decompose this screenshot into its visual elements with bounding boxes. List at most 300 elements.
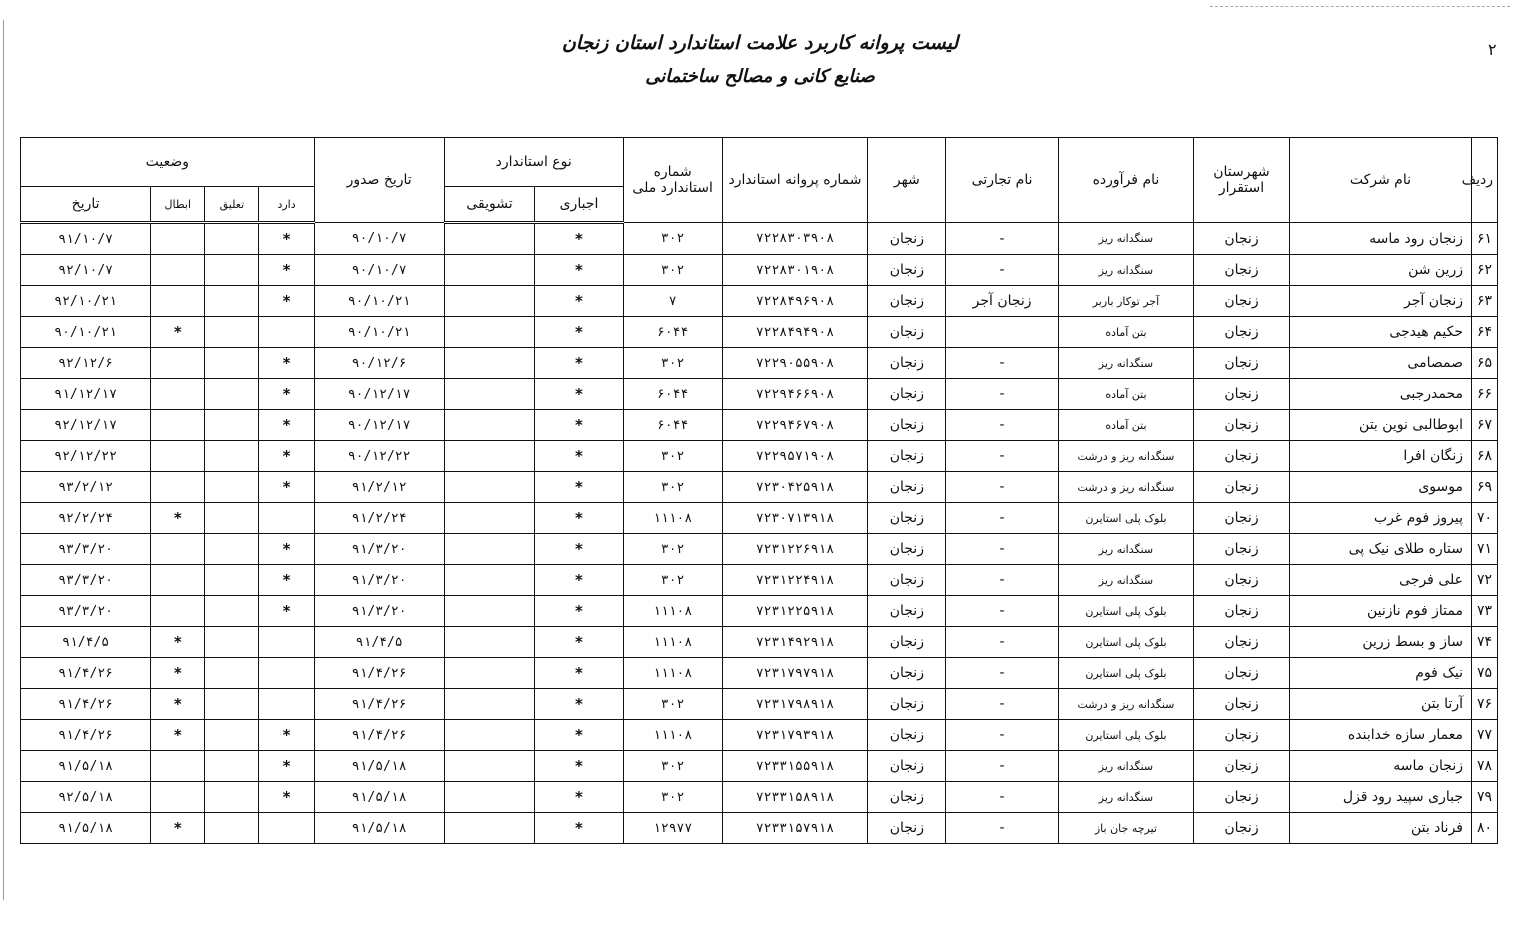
active-cell: * — [259, 534, 314, 565]
city-cell: زنجان — [868, 720, 946, 751]
row-number: ۷۲ — [1471, 565, 1497, 596]
company-cell: علی فرجی — [1289, 565, 1471, 596]
table-row — [21, 627, 1498, 658]
county-cell: زنجان — [1194, 782, 1290, 813]
status-date-cell: ۹۲/۱۲/۲۲ — [21, 441, 151, 472]
product-cell: سنگدانه ریز و درشت — [1058, 441, 1193, 472]
table-row — [21, 223, 1498, 255]
std-cell: ۳۰۲ — [623, 689, 722, 720]
brand-cell: - — [946, 720, 1058, 751]
issue-date-cell: ۹۱/۳/۲۰ — [314, 565, 444, 596]
std-cell: ۳۰۲ — [623, 348, 722, 379]
suspended-cell — [205, 348, 259, 379]
city-cell: زنجان — [868, 472, 946, 503]
row-number: ۶۸ — [1471, 441, 1497, 472]
std-cell: ۱۱۱۰۸ — [623, 596, 722, 627]
active-cell: * — [259, 255, 314, 286]
status-date-cell: ۹۱/۵/۱۸ — [21, 751, 151, 782]
city-cell: زنجان — [868, 534, 946, 565]
issue-date-cell: ۹۱/۲/۲۴ — [314, 503, 444, 534]
scan-top-line — [1210, 6, 1510, 7]
status-date-cell: ۹۲/۱۲/۶ — [21, 348, 151, 379]
status-date-cell: ۹۲/۱۰/۷ — [21, 255, 151, 286]
issue-date-cell: ۹۰/۱۲/۱۷ — [314, 379, 444, 410]
header-county: شهرستان استقرار — [1194, 138, 1290, 223]
revoked-cell — [151, 441, 205, 472]
std-cell: ۱۲۹۷۷ — [623, 813, 722, 844]
revoked-cell: * — [151, 658, 205, 689]
county-cell: زنجان — [1194, 503, 1290, 534]
active-cell — [259, 503, 314, 534]
license-cell: ۷۲۲۸۴۹۴۹۰۸ — [722, 317, 868, 348]
product-cell: سنگدانه ریز — [1058, 751, 1193, 782]
product-cell: سنگدانه ریز — [1058, 534, 1193, 565]
revoked-cell — [151, 286, 205, 317]
county-cell: زنجان — [1194, 223, 1290, 255]
product-cell: بلوک پلی استایرن — [1058, 503, 1193, 534]
license-cell: ۷۲۳۳۱۵۵۹۱۸ — [722, 751, 868, 782]
product-cell: بلوک پلی استایرن — [1058, 627, 1193, 658]
mandatory-cell: * — [535, 565, 623, 596]
table-row — [21, 658, 1498, 689]
issue-date-cell: ۹۱/۵/۱۸ — [314, 813, 444, 844]
active-cell: * — [259, 751, 314, 782]
header-mandatory: اجباری — [535, 187, 623, 223]
mandatory-cell: * — [535, 720, 623, 751]
license-cell: ۷۲۲۹۴۶۷۹۰۸ — [722, 410, 868, 441]
brand-cell: - — [946, 782, 1058, 813]
issue-date-cell: ۹۱/۵/۱۸ — [314, 751, 444, 782]
active-cell: * — [259, 348, 314, 379]
company-cell: موسوی — [1289, 472, 1471, 503]
revoked-cell — [151, 782, 205, 813]
scan-edge-line — [3, 20, 4, 900]
header-row-top — [21, 138, 1498, 187]
status-date-cell: ۹۰/۱۰/۲۱ — [21, 317, 151, 348]
header-status: وضعیت — [21, 138, 315, 187]
city-cell: زنجان — [868, 658, 946, 689]
suspended-cell — [205, 286, 259, 317]
std-cell: ۷ — [623, 286, 722, 317]
active-cell: * — [259, 565, 314, 596]
status-date-cell: ۹۱/۱۰/۷ — [21, 223, 151, 255]
table-row — [21, 503, 1498, 534]
row-number: ۶۹ — [1471, 472, 1497, 503]
license-cell: ۷۲۳۱۲۲۵۹۱۸ — [722, 596, 868, 627]
issue-date-cell: ۹۱/۴/۵ — [314, 627, 444, 658]
mandatory-cell: * — [535, 379, 623, 410]
issue-date-cell: ۹۰/۱۰/۲۱ — [314, 317, 444, 348]
brand-cell: - — [946, 223, 1058, 255]
table-row — [21, 255, 1498, 286]
product-cell: سنگدانه ریز — [1058, 782, 1193, 813]
row-number: ۷۹ — [1471, 782, 1497, 813]
company-cell: جباری سپید رود قزل — [1289, 782, 1471, 813]
row-number: ۶۲ — [1471, 255, 1497, 286]
license-cell: ۷۲۳۳۱۵۸۹۱۸ — [722, 782, 868, 813]
mandatory-cell: * — [535, 782, 623, 813]
revoked-cell — [151, 379, 205, 410]
suspended-cell — [205, 255, 259, 286]
issue-date-cell: ۹۰/۱۲/۱۷ — [314, 410, 444, 441]
voluntary-cell — [444, 379, 535, 410]
product-cell: سنگدانه ریز — [1058, 565, 1193, 596]
product-cell: سنگدانه ریز — [1058, 255, 1193, 286]
company-cell: ممتاز فوم نازنین — [1289, 596, 1471, 627]
active-cell — [259, 627, 314, 658]
std-cell: ۱۱۱۰۸ — [623, 720, 722, 751]
revoked-cell: * — [151, 627, 205, 658]
mandatory-cell: * — [535, 348, 623, 379]
status-date-cell: ۹۳/۳/۲۰ — [21, 596, 151, 627]
row-number: ۷۱ — [1471, 534, 1497, 565]
product-cell: بتن آماده — [1058, 317, 1193, 348]
table-row — [21, 720, 1498, 751]
brand-cell: - — [946, 534, 1058, 565]
license-cell: ۷۲۲۸۳۰۳۹۰۸ — [722, 223, 868, 255]
revoked-cell — [151, 565, 205, 596]
issue-date-cell: ۹۱/۳/۲۰ — [314, 596, 444, 627]
license-cell: ۷۲۳۱۲۲۴۹۱۸ — [722, 565, 868, 596]
license-cell: ۷۲۲۹۰۵۵۹۰۸ — [722, 348, 868, 379]
mandatory-cell: * — [535, 751, 623, 782]
header-product: نام فرآورده — [1058, 138, 1193, 223]
brand-cell: زنجان آجر — [946, 286, 1058, 317]
status-date-cell: ۹۳/۲/۱۲ — [21, 472, 151, 503]
row-number: ۶۵ — [1471, 348, 1497, 379]
table-row — [21, 813, 1498, 844]
table-row — [21, 410, 1498, 441]
revoked-cell — [151, 534, 205, 565]
voluntary-cell — [444, 782, 535, 813]
county-cell: زنجان — [1194, 255, 1290, 286]
county-cell: زنجان — [1194, 534, 1290, 565]
license-cell: ۷۲۳۱۲۲۶۹۱۸ — [722, 534, 868, 565]
header-revoked: ابطال — [151, 187, 205, 223]
company-cell: زنجان ماسه — [1289, 751, 1471, 782]
header-license-no: شماره پروانه استاندارد — [722, 138, 868, 223]
header-active: دارد — [259, 187, 314, 223]
voluntary-cell — [444, 813, 535, 844]
voluntary-cell — [444, 627, 535, 658]
license-cell: ۷۲۲۹۴۶۶۹۰۸ — [722, 379, 868, 410]
company-cell: ستاره طلای نیک پی — [1289, 534, 1471, 565]
brand-cell: - — [946, 596, 1058, 627]
voluntary-cell — [444, 751, 535, 782]
license-cell: ۷۲۳۱۷۹۳۹۱۸ — [722, 720, 868, 751]
std-cell: ۱۱۱۰۸ — [623, 627, 722, 658]
voluntary-cell — [444, 689, 535, 720]
voluntary-cell — [444, 317, 535, 348]
product-cell: آجر توکار باربر — [1058, 286, 1193, 317]
revoked-cell: * — [151, 503, 205, 534]
mandatory-cell: * — [535, 410, 623, 441]
company-cell: پیروز فوم غرب — [1289, 503, 1471, 534]
table-row — [21, 441, 1498, 472]
suspended-cell — [205, 534, 259, 565]
brand-cell: - — [946, 565, 1058, 596]
city-cell: زنجان — [868, 503, 946, 534]
product-cell: بلوک پلی استایرن — [1058, 596, 1193, 627]
revoked-cell: * — [151, 813, 205, 844]
table-row — [21, 689, 1498, 720]
city-cell: زنجان — [868, 223, 946, 255]
active-cell — [259, 813, 314, 844]
suspended-cell — [205, 565, 259, 596]
suspended-cell — [205, 782, 259, 813]
county-cell: زنجان — [1194, 627, 1290, 658]
active-cell: * — [259, 223, 314, 255]
mandatory-cell: * — [535, 627, 623, 658]
suspended-cell — [205, 689, 259, 720]
voluntary-cell — [444, 503, 535, 534]
mandatory-cell: * — [535, 658, 623, 689]
table-body — [21, 223, 1498, 844]
page-subtitle: صنایع کانی و مصالح ساختمانی — [645, 66, 875, 87]
issue-date-cell: ۹۰/۱۰/۷ — [314, 255, 444, 286]
mandatory-cell: * — [535, 689, 623, 720]
mandatory-cell: * — [535, 596, 623, 627]
product-cell: بتن آماده — [1058, 379, 1193, 410]
active-cell — [259, 689, 314, 720]
title-block — [400, 32, 1120, 87]
status-date-cell: ۹۱/۴/۲۶ — [21, 720, 151, 751]
company-cell: ساز و بسط زرین — [1289, 627, 1471, 658]
active-cell: * — [259, 720, 314, 751]
product-cell: بتن آماده — [1058, 410, 1193, 441]
mandatory-cell: * — [535, 503, 623, 534]
revoked-cell: * — [151, 720, 205, 751]
mandatory-cell: * — [535, 317, 623, 348]
header-issue-date: تاریخ صدور — [314, 138, 444, 223]
voluntary-cell — [444, 720, 535, 751]
city-cell: زنجان — [868, 596, 946, 627]
city-cell: زنجان — [868, 751, 946, 782]
issue-date-cell: ۹۱/۴/۲۶ — [314, 720, 444, 751]
header-row-no: ردیف — [1471, 138, 1497, 223]
brand-cell: - — [946, 410, 1058, 441]
status-date-cell: ۹۳/۳/۲۰ — [21, 565, 151, 596]
header-brand: نام تجارتی — [946, 138, 1058, 223]
suspended-cell — [205, 441, 259, 472]
county-cell: زنجان — [1194, 751, 1290, 782]
company-cell: فرناد بتن — [1289, 813, 1471, 844]
brand-cell: - — [946, 472, 1058, 503]
std-cell: ۶۰۴۴ — [623, 410, 722, 441]
voluntary-cell — [444, 286, 535, 317]
std-cell: ۱۱۱۰۸ — [623, 503, 722, 534]
row-number: ۷۵ — [1471, 658, 1497, 689]
suspended-cell — [205, 379, 259, 410]
company-cell: آرتا بتن — [1289, 689, 1471, 720]
license-cell: ۷۲۳۰۴۲۵۹۱۸ — [722, 472, 868, 503]
status-date-cell: ۹۱/۴/۲۶ — [21, 658, 151, 689]
brand-cell: - — [946, 503, 1058, 534]
brand-cell: - — [946, 751, 1058, 782]
row-number: ۷۳ — [1471, 596, 1497, 627]
std-cell: ۳۰۲ — [623, 534, 722, 565]
revoked-cell — [151, 596, 205, 627]
header-date: تاریخ — [21, 187, 151, 223]
table-row — [21, 472, 1498, 503]
company-cell: معمار سازه خدابنده — [1289, 720, 1471, 751]
county-cell: زنجان — [1194, 813, 1290, 844]
brand-cell — [946, 317, 1058, 348]
table-row — [21, 565, 1498, 596]
std-cell: ۶۰۴۴ — [623, 317, 722, 348]
revoked-cell — [151, 223, 205, 255]
brand-cell: - — [946, 348, 1058, 379]
product-cell: تیرچه جان باز — [1058, 813, 1193, 844]
license-table — [20, 137, 1498, 844]
county-cell: زنجان — [1194, 472, 1290, 503]
issue-date-cell: ۹۰/۱۲/۲۲ — [314, 441, 444, 472]
product-cell: سنگدانه ریز و درشت — [1058, 689, 1193, 720]
city-cell: زنجان — [868, 565, 946, 596]
city-cell: زنجان — [868, 348, 946, 379]
row-number: ۶۷ — [1471, 410, 1497, 441]
city-cell: زنجان — [868, 255, 946, 286]
std-cell: ۱۱۱۰۸ — [623, 658, 722, 689]
product-cell: بلوک پلی استایرن — [1058, 658, 1193, 689]
active-cell: * — [259, 782, 314, 813]
header-company: نام شرکت — [1289, 138, 1471, 223]
voluntary-cell — [444, 348, 535, 379]
company-cell: محمدرجبی — [1289, 379, 1471, 410]
suspended-cell — [205, 627, 259, 658]
county-cell: زنجان — [1194, 565, 1290, 596]
license-cell: ۷۲۳۰۷۱۳۹۱۸ — [722, 503, 868, 534]
suspended-cell — [205, 720, 259, 751]
product-cell: سنگدانه ریز — [1058, 223, 1193, 255]
issue-date-cell: ۹۰/۱۰/۷ — [314, 223, 444, 255]
std-cell: ۳۰۲ — [623, 565, 722, 596]
active-cell: * — [259, 410, 314, 441]
page-number: ۲ — [1488, 40, 1497, 59]
mandatory-cell: * — [535, 255, 623, 286]
header-national-std: شماره استاندارد ملی — [623, 138, 722, 223]
active-cell: * — [259, 472, 314, 503]
active-cell: * — [259, 596, 314, 627]
voluntary-cell — [444, 658, 535, 689]
mandatory-cell: * — [535, 441, 623, 472]
voluntary-cell — [444, 565, 535, 596]
table-row — [21, 348, 1498, 379]
std-cell: ۳۰۲ — [623, 751, 722, 782]
row-number: ۷۰ — [1471, 503, 1497, 534]
std-cell: ۳۰۲ — [623, 472, 722, 503]
product-cell: سنگدانه ریز و درشت — [1058, 472, 1193, 503]
license-cell: ۷۲۳۱۷۹۷۹۱۸ — [722, 658, 868, 689]
status-date-cell: ۹۱/۱۲/۱۷ — [21, 379, 151, 410]
header-voluntary: تشویقی — [444, 187, 535, 223]
county-cell: زنجان — [1194, 720, 1290, 751]
brand-cell: - — [946, 627, 1058, 658]
row-number: ۷۶ — [1471, 689, 1497, 720]
table-row — [21, 534, 1498, 565]
county-cell: زنجان — [1194, 379, 1290, 410]
license-cell: ۷۲۲۸۴۹۶۹۰۸ — [722, 286, 868, 317]
city-cell: زنجان — [868, 627, 946, 658]
revoked-cell: * — [151, 689, 205, 720]
suspended-cell — [205, 658, 259, 689]
county-cell: زنجان — [1194, 348, 1290, 379]
company-cell: زنگان افرا — [1289, 441, 1471, 472]
row-number: ۷۸ — [1471, 751, 1497, 782]
company-cell: ابوطالبی نوین بتن — [1289, 410, 1471, 441]
status-date-cell: ۹۱/۴/۵ — [21, 627, 151, 658]
row-number: ۷۴ — [1471, 627, 1497, 658]
city-cell: زنجان — [868, 317, 946, 348]
issue-date-cell: ۹۰/۱۰/۲۱ — [314, 286, 444, 317]
active-cell — [259, 317, 314, 348]
county-cell: زنجان — [1194, 689, 1290, 720]
status-date-cell: ۹۳/۳/۲۰ — [21, 534, 151, 565]
std-cell: ۶۰۴۴ — [623, 379, 722, 410]
issue-date-cell: ۹۱/۴/۲۶ — [314, 689, 444, 720]
city-cell: زنجان — [868, 689, 946, 720]
city-cell: زنجان — [868, 782, 946, 813]
revoked-cell — [151, 751, 205, 782]
page-title: لیست پروانه کاربرد علامت استاندارد استان زنجان — [561, 32, 959, 54]
std-cell: ۳۰۲ — [623, 223, 722, 255]
license-cell: ۷۲۲۹۵۷۱۹۰۸ — [722, 441, 868, 472]
county-cell: زنجان — [1194, 317, 1290, 348]
row-number: ۶۱ — [1471, 223, 1497, 255]
revoked-cell: * — [151, 317, 205, 348]
voluntary-cell — [444, 472, 535, 503]
license-cell: ۷۲۲۸۳۰۱۹۰۸ — [722, 255, 868, 286]
status-date-cell: ۹۱/۵/۱۸ — [21, 813, 151, 844]
product-cell: سنگدانه ریز — [1058, 348, 1193, 379]
voluntary-cell — [444, 255, 535, 286]
mandatory-cell: * — [535, 286, 623, 317]
city-cell: زنجان — [868, 441, 946, 472]
brand-cell: - — [946, 813, 1058, 844]
issue-date-cell: ۹۱/۴/۲۶ — [314, 658, 444, 689]
mandatory-cell: * — [535, 813, 623, 844]
row-number: ۸۰ — [1471, 813, 1497, 844]
table-row — [21, 286, 1498, 317]
issue-date-cell: ۹۱/۵/۱۸ — [314, 782, 444, 813]
county-cell: زنجان — [1194, 286, 1290, 317]
license-cell: ۷۲۳۳۱۵۷۹۱۸ — [722, 813, 868, 844]
issue-date-cell: ۹۱/۳/۲۰ — [314, 534, 444, 565]
row-number: ۷۷ — [1471, 720, 1497, 751]
revoked-cell — [151, 348, 205, 379]
header-suspended: تعلیق — [205, 187, 259, 223]
county-cell: زنجان — [1194, 658, 1290, 689]
table-row — [21, 596, 1498, 627]
revoked-cell — [151, 410, 205, 441]
active-cell: * — [259, 441, 314, 472]
mandatory-cell: * — [535, 534, 623, 565]
row-number: ۶۶ — [1471, 379, 1497, 410]
header-city: شهر — [868, 138, 946, 223]
company-cell: صمصامی — [1289, 348, 1471, 379]
active-cell — [259, 658, 314, 689]
std-cell: ۳۰۲ — [623, 782, 722, 813]
voluntary-cell — [444, 534, 535, 565]
voluntary-cell — [444, 410, 535, 441]
city-cell: زنجان — [868, 410, 946, 441]
company-cell: نیک فوم — [1289, 658, 1471, 689]
suspended-cell — [205, 223, 259, 255]
county-cell: زنجان — [1194, 410, 1290, 441]
company-cell: حکیم هیدجی — [1289, 317, 1471, 348]
std-cell: ۳۰۲ — [623, 441, 722, 472]
status-date-cell: ۹۲/۱۲/۱۷ — [21, 410, 151, 441]
